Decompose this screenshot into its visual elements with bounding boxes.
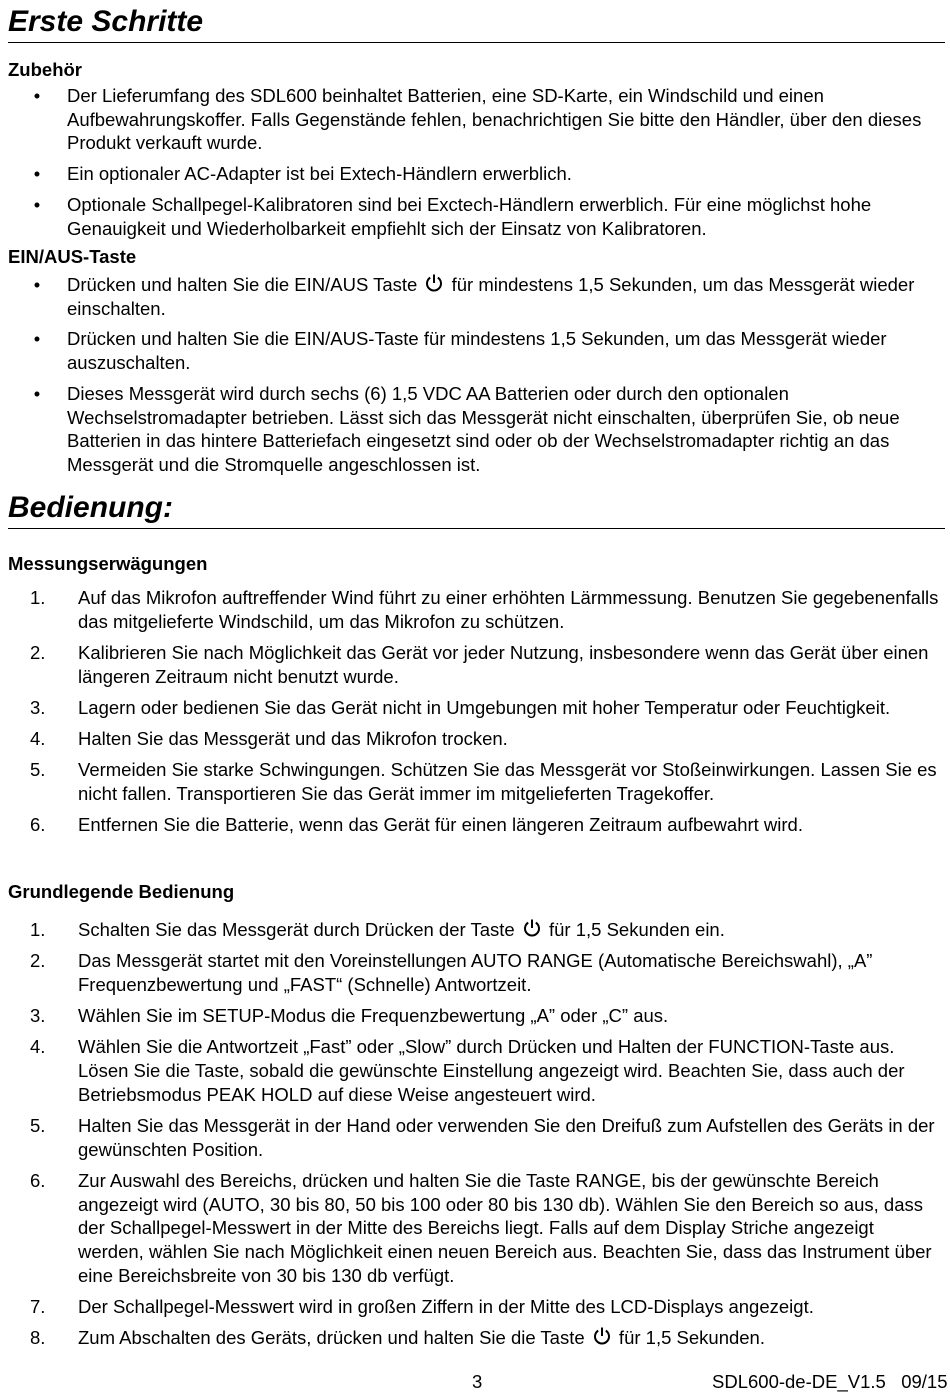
list-item xyxy=(0,758,950,805)
list-item xyxy=(0,949,950,996)
list-item xyxy=(0,586,950,633)
list-item-text: Halten Sie das Messgerät und das Mikrofon trocken. xyxy=(78,728,508,750)
page-number: 3 xyxy=(472,1371,483,1392)
power-icon xyxy=(592,1326,612,1346)
power-icon xyxy=(424,273,444,293)
document-id: SDL600-de-DE_V1.5 09/15 xyxy=(712,1371,948,1392)
number-marker: 5. xyxy=(30,1114,46,1136)
list-item-text-end: für mindestens 1,5 Sekunden, um das Messgerät wieder einschalten. xyxy=(67,274,915,319)
list-item-text-end: für 1,5 Sekunden. xyxy=(613,1327,765,1349)
list-item xyxy=(0,813,950,837)
list-item xyxy=(0,1295,950,1319)
bullet-marker: • xyxy=(33,328,41,350)
bullet-marker: • xyxy=(33,85,41,106)
zubehoer-list xyxy=(0,84,950,247)
list-item-text: Dieses Messgerät wird durch sechs (6) 1,5 VDC AA Batterien oder durch den optionalen Wechselstromadapter betrieben. Lässt sich das Messgerät nicht einschalten, überprüfen Sie, ob neue Batterien in das hintere Batteriefach eingesetzt sind oder ob der Wechselstromadapter richtig an das Messgerät und die Stromquelle angeschlossen ist. xyxy=(67,382,900,475)
section-title-erste-schritte: Erste Schritte xyxy=(8,4,945,43)
list-item xyxy=(0,327,950,374)
heading-grundlegende-bedienung: Grundlegende Bedienung xyxy=(8,881,235,902)
list-item-text: Zur Auswahl des Bereichs, drücken und halten Sie die Taste RANGE, bis der gewünschte Bereich angezeigt wird (AUTO, 30 bis 80, 50 bis 100 oder 80 bis 130 db). Wählen Sie den Bereich so aus, dass der Schallpegel-Messwert in der Mitte des Bereichs liegt. Falls auf dem Display Striche angezeigt werden, wählen Sie nach Möglichkeit einen neuen Bereich aus. Beachten Sie, dass das Instrument über eine Bereichsbreite von 30 bis 130 db verfügt. xyxy=(78,1169,932,1286)
list-item-text: Das Messgerät startet mit den Voreinstellungen AUTO RANGE (Automatische Bereichswahl), „A” Frequenzbewertung und „FAST“ (Schnelle) Antwortzeit. xyxy=(78,950,873,995)
list-item-text: Wählen Sie im SETUP-Modus die Frequenzbewertung „A” oder „C” aus. xyxy=(78,1005,669,1027)
list-item xyxy=(0,1035,950,1106)
bullet-marker: • xyxy=(33,193,41,215)
number-marker: 7. xyxy=(30,1295,46,1317)
grundlegende-bedienung-list xyxy=(0,918,950,1357)
list-item-text: Vermeiden Sie starke Schwingungen. Schützen Sie das Messgerät vor Stoßeinwirkungen. Lassen Sie es nicht fallen. Transportieren Sie das Gerät immer im mitgelieferten Tragekoffer. xyxy=(78,759,937,804)
list-item-text: Ein optionaler AC-Adapter ist bei Extech-Händlern erwerblich. xyxy=(67,163,572,185)
list-item xyxy=(0,1169,950,1288)
number-marker: 1. xyxy=(30,919,46,940)
list-item xyxy=(0,84,950,155)
list-item-text: Lagern oder bedienen Sie das Gerät nicht in Umgebungen mit hoher Temperatur oder Feuchtigkeit. xyxy=(78,696,891,718)
heading-zubehoer: Zubehör xyxy=(8,59,82,80)
list-item xyxy=(0,382,950,477)
list-item xyxy=(0,273,950,320)
list-item xyxy=(0,918,950,942)
list-item xyxy=(0,1114,950,1161)
list-item xyxy=(0,696,950,720)
number-marker: 8. xyxy=(30,1327,46,1349)
bullet-marker: • xyxy=(33,274,41,295)
bullet-marker: • xyxy=(33,163,41,185)
list-item-text: Kalibrieren Sie nach Möglichkeit das Gerät vor jeder Nutzung, insbesondere wenn das Gerät über einen längeren Zeitraum nicht benutzt wurde. xyxy=(78,641,929,687)
list-item xyxy=(0,193,950,240)
number-marker: 6. xyxy=(30,814,46,836)
power-icon xyxy=(522,918,542,938)
messungserwaegungen-list xyxy=(0,586,950,844)
list-item-text: Der Lieferumfang des SDL600 beinhaltet Batterien, eine SD-Karte, ein Windschild und einen Aufbewahrungskoffer. Falls Gegenstände fehlen, benachrichtigen Sie bitte den Händler, über den dieses Produkt verkauft wurde. xyxy=(67,85,922,154)
heading-messungserwaegungen: Messungserwägungen xyxy=(8,553,208,574)
list-item-text: Auf das Mikrofon auftreffender Wind führt zu einer erhöhten Lärmmessung. Benutzen Sie gegebenenfalls das mitgelieferte Windschild, um das Mikrofon zu schützen. xyxy=(78,587,939,632)
number-marker: 3. xyxy=(30,1005,46,1027)
list-item xyxy=(0,727,950,751)
list-item xyxy=(0,1004,950,1028)
list-item xyxy=(0,641,950,688)
number-marker: 1. xyxy=(30,587,46,608)
list-item xyxy=(0,1326,950,1350)
number-marker: 4. xyxy=(30,1036,46,1058)
list-item-text: Wählen Sie die Antwortzeit „Fast” oder „Slow” durch Drücken und Halten der FUNCTION-Taste aus. Lösen Sie die Taste, sobald die gewünschte Einstellung angezeigt wird. Beachten Sie, dass auch der Betriebsmodus PEAK HOLD auf diese Weise angesteuert wird. xyxy=(78,1036,905,1105)
number-marker: 2. xyxy=(30,641,46,663)
number-marker: 3. xyxy=(30,696,46,718)
section-title-bedienung: Bedienung: xyxy=(8,490,945,529)
list-item-text-start: Drücken und halten Sie die EIN/AUS Taste xyxy=(67,274,423,295)
list-item-text: Optionale Schallpegel-Kalibratoren sind bei Exctech-Händlern erwerblich. Für eine möglichst hohe Genauigkeit und Wiederholbarkeit empfiehlt sich der Einsatz von Kalibratoren. xyxy=(67,193,872,239)
list-item-text: Der Schallpegel-Messwert wird in großen Ziffern in der Mitte des LCD-Displays angezeigt. xyxy=(78,1295,814,1317)
list-item xyxy=(0,162,950,186)
number-marker: 5. xyxy=(30,759,46,781)
list-item-text-end: für 1,5 Sekunden ein. xyxy=(543,919,725,940)
list-item-text-start: Zum Abschalten des Geräts, drücken und halten Sie die Taste xyxy=(78,1327,590,1349)
number-marker: 4. xyxy=(30,728,46,750)
list-item-text: Entfernen Sie die Batterie, wenn das Gerät für einen längeren Zeitraum aufbewahrt wird. xyxy=(78,814,803,836)
list-item-text: Drücken und halten Sie die EIN/AUS-Taste für mindestens 1,5 Sekunden, um das Messgerät wieder auszuschalten. xyxy=(67,328,887,374)
number-marker: 6. xyxy=(30,1169,46,1191)
ein-aus-list xyxy=(0,273,950,484)
number-marker: 2. xyxy=(30,950,46,972)
bullet-marker: • xyxy=(33,382,41,404)
list-item-text-start: Schalten Sie das Messgerät durch Drücken der Taste xyxy=(78,919,520,940)
list-item-text: Halten Sie das Messgerät in der Hand oder verwenden Sie den Dreifuß zum Aufstellen des Geräts in der gewünschten Position. xyxy=(78,1114,935,1160)
heading-ein-aus-taste: EIN/AUS-Taste xyxy=(8,246,137,267)
